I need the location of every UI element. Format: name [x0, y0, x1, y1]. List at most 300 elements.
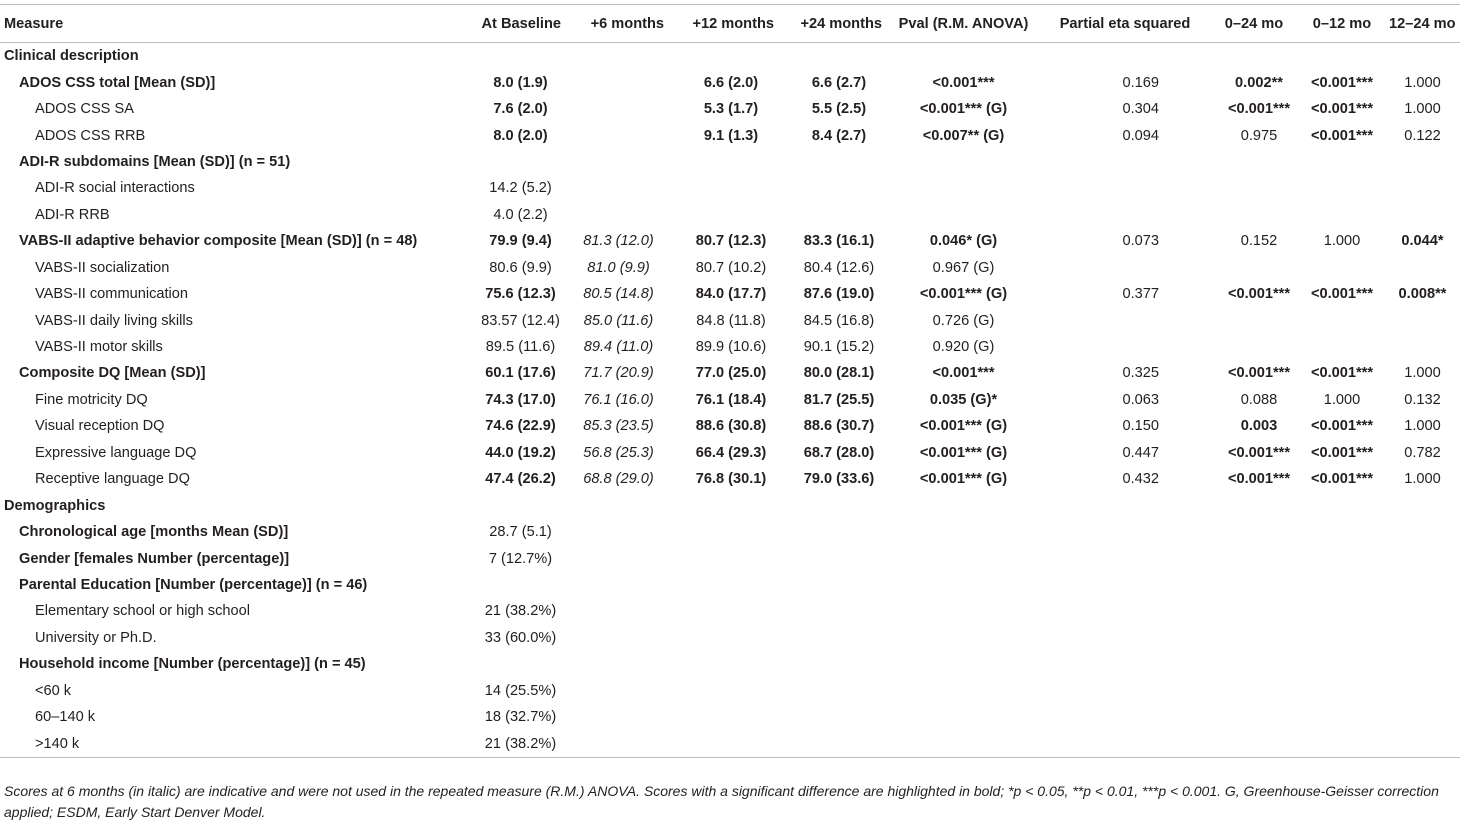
cell	[565, 492, 668, 518]
row-label: <60 k	[35, 682, 72, 699]
row-label: ADI-R social interactions	[35, 180, 195, 197]
row-label: >140 k	[0, 730, 460, 757]
cell	[1299, 307, 1385, 333]
row-label: VABS-II socialization	[35, 259, 170, 276]
cell	[668, 492, 778, 518]
cell: 90.1 (15.2)	[803, 339, 875, 356]
table-row	[0, 572, 1460, 598]
row-label: VABS-II motor skills	[35, 339, 163, 356]
table-row	[0, 202, 1460, 228]
cell	[668, 704, 778, 730]
cell: 1.000	[1323, 233, 1361, 250]
cell: <0.001***	[1227, 101, 1291, 118]
cell	[886, 519, 1041, 545]
cell: 81.7 (25.5)	[803, 391, 875, 408]
cell: 74.6 (22.9)	[485, 418, 556, 435]
cell	[1041, 651, 1209, 677]
cell	[778, 545, 886, 571]
cell: 0.073	[1122, 233, 1159, 250]
cell: 87.6 (19.0)	[803, 286, 875, 303]
cell: 84.0 (17.7)	[695, 286, 767, 303]
cell	[886, 545, 1041, 571]
table-row	[0, 96, 1460, 122]
header-eta: Partial eta squared	[1041, 5, 1209, 43]
cell	[1041, 545, 1209, 571]
cell	[886, 572, 1041, 598]
cell: 8.0 (2.0)	[493, 127, 548, 144]
cell: 81.3 (12.0)	[583, 233, 654, 250]
row-label: Parental Education [Number (percentage)] (n = 46)	[19, 576, 368, 593]
cell	[565, 572, 668, 598]
cell: 44.0 (19.2)	[485, 444, 556, 461]
table-row	[0, 122, 1460, 148]
cell	[1299, 678, 1385, 704]
cell	[668, 598, 778, 624]
cell	[668, 625, 778, 651]
cell	[1299, 730, 1385, 757]
cell	[778, 492, 886, 518]
cell	[886, 43, 1041, 70]
table-row	[0, 387, 1460, 413]
cell	[886, 598, 1041, 624]
cell	[565, 598, 668, 624]
cell: 0.003	[1240, 418, 1278, 435]
row-label: Demographics	[4, 497, 106, 514]
header-6-months: +6 months	[565, 5, 668, 43]
row-label: University or Ph.D.	[35, 629, 157, 646]
cell: <0.001***	[1227, 365, 1291, 382]
cell	[1209, 202, 1299, 228]
cell: 84.5 (16.8)	[803, 312, 875, 329]
cell: 84.8 (11.8)	[696, 312, 766, 329]
cell: 1.000	[1404, 471, 1441, 488]
cell	[668, 149, 778, 175]
cell: 28.7 (5.1)	[489, 524, 552, 541]
cell	[1041, 202, 1209, 228]
cell	[668, 730, 778, 757]
cell	[778, 175, 886, 201]
cell	[778, 704, 886, 730]
cell: 0.046* (G)	[929, 233, 998, 250]
cell	[886, 175, 1041, 201]
cell: <0.001***	[1310, 418, 1374, 435]
cell: <0.001***	[1227, 444, 1291, 461]
cell	[1209, 678, 1299, 704]
cell	[565, 96, 668, 122]
table-row	[0, 704, 1460, 730]
cell	[1209, 255, 1299, 281]
cell: 81.0 (9.9)	[587, 259, 650, 276]
header-12-24: 12–24 mo	[1385, 5, 1460, 43]
cell: 4.0 (2.2)	[493, 206, 548, 223]
cell: <0.001***	[1310, 127, 1374, 144]
cell: <0.001***	[1227, 471, 1291, 488]
cell	[1209, 598, 1299, 624]
cell: <0.001***	[1310, 471, 1374, 488]
cell: 0.377	[1122, 286, 1159, 303]
cell: 0.122	[1404, 127, 1441, 144]
cell	[778, 149, 886, 175]
cell	[1041, 519, 1209, 545]
row-label: VABS-II communication	[35, 286, 189, 303]
header-0-12: 0–12 mo	[1299, 5, 1385, 43]
cell	[1041, 307, 1209, 333]
cell	[1041, 149, 1209, 175]
table-row	[0, 334, 1460, 360]
cell: 21 (38.2%)	[460, 730, 565, 757]
cell: 47.4 (26.2)	[485, 471, 556, 488]
cell: 1.000	[1404, 74, 1441, 91]
cell	[1385, 202, 1460, 228]
header-24-months: +24 months	[778, 5, 886, 43]
row-label: Gender [females Number (percentage)]	[19, 550, 290, 567]
cell	[1385, 307, 1460, 333]
table-row	[0, 175, 1460, 201]
table-row	[0, 255, 1460, 281]
row-label: Clinical description	[4, 48, 139, 65]
cell	[668, 572, 778, 598]
cell: <0.001*** (G)	[919, 286, 1008, 303]
cell	[1041, 704, 1209, 730]
cell	[886, 202, 1041, 228]
table-row	[0, 43, 1460, 70]
cell	[1209, 492, 1299, 518]
cell: 89.4 (11.0)	[583, 339, 654, 356]
cell: <0.001***	[1310, 444, 1374, 461]
cell: 0.975	[1240, 127, 1278, 144]
cell: 7 (12.7%)	[488, 550, 553, 567]
header-12-months: +12 months	[668, 5, 778, 43]
cell	[460, 43, 565, 70]
cell	[1385, 492, 1460, 518]
row-label: Household income [Number (percentage)] (n = 45)	[19, 656, 366, 673]
table-row	[0, 730, 1460, 757]
row-label: ADOS CSS SA	[35, 101, 134, 118]
table-row	[0, 598, 1460, 624]
cell	[1209, 175, 1299, 201]
row-label: Elementary school or high school	[35, 603, 250, 620]
cell: 0.304	[1122, 101, 1159, 118]
cell: 80.4 (12.6)	[803, 259, 875, 276]
cell	[460, 492, 565, 518]
cell: 80.7 (10.2)	[695, 259, 767, 276]
cell: 66.4 (29.3)	[695, 444, 767, 461]
cell	[1299, 545, 1385, 571]
cell: 0.063	[1122, 391, 1159, 408]
cell	[778, 43, 886, 70]
cell	[1041, 730, 1209, 757]
cell	[668, 678, 778, 704]
cell	[565, 545, 668, 571]
table-row	[0, 625, 1460, 651]
cell	[1385, 545, 1460, 571]
cell: <0.001***	[932, 365, 995, 382]
cell	[565, 704, 668, 730]
cell: 0.726 (G)	[932, 312, 995, 329]
row-label: ADOS CSS RRB	[35, 127, 146, 144]
cell	[565, 202, 668, 228]
row-label: Chronological age [months Mean (SD)]	[19, 524, 289, 541]
cell: 80.0 (28.1)	[803, 365, 875, 382]
cell: 80.5 (14.8)	[583, 286, 654, 303]
cell	[565, 122, 668, 148]
cell: 88.6 (30.7)	[803, 418, 875, 435]
row-label: Composite DQ [Mean (SD)]	[19, 365, 206, 382]
table-body	[0, 43, 1460, 758]
cell: 0.094	[1122, 127, 1159, 144]
cell	[1385, 255, 1460, 281]
cell: <0.001*** (G)	[919, 418, 1008, 435]
cell: 6.6 (2.0)	[703, 74, 759, 91]
cell	[1209, 307, 1299, 333]
cell: 68.7 (28.0)	[803, 444, 875, 461]
cell	[1385, 730, 1460, 757]
header-row	[0, 5, 1460, 43]
cell	[886, 149, 1041, 175]
cell	[1299, 651, 1385, 677]
cell	[886, 651, 1041, 677]
cell	[1299, 175, 1385, 201]
cell	[1385, 149, 1460, 175]
cell	[1209, 334, 1299, 360]
table-row	[0, 360, 1460, 386]
cell: 14.2 (5.2)	[489, 180, 552, 197]
cell	[460, 572, 565, 598]
cell	[668, 175, 778, 201]
cell	[886, 678, 1041, 704]
cell: <0.001***	[1227, 286, 1291, 303]
cell	[1041, 175, 1209, 201]
row-label: Receptive language DQ	[35, 471, 190, 488]
cell: <0.001***	[1310, 286, 1374, 303]
cell: 8.4 (2.7)	[811, 127, 867, 144]
cell: 71.7 (20.9)	[583, 365, 654, 382]
table-row	[0, 149, 1460, 175]
row-label: VABS-II adaptive behavior composite [Mean (SD)] (n = 48)	[19, 233, 418, 250]
results-table	[0, 4, 1460, 758]
cell: 60.1 (17.6)	[485, 365, 556, 382]
cell	[1041, 678, 1209, 704]
cell	[1385, 598, 1460, 624]
cell	[565, 149, 668, 175]
cell: 5.3 (1.7)	[703, 101, 759, 118]
cell: 0.920 (G)	[932, 339, 995, 356]
row-label: Visual reception DQ	[35, 418, 165, 435]
cell	[1041, 598, 1209, 624]
table-row	[0, 413, 1460, 439]
table-row	[0, 440, 1460, 466]
cell	[1209, 730, 1299, 757]
cell: <0.001*** (G)	[919, 471, 1008, 488]
cell	[1385, 651, 1460, 677]
cell	[778, 519, 886, 545]
cell	[1209, 545, 1299, 571]
cell	[886, 492, 1041, 518]
cell: 0.008**	[1398, 286, 1447, 303]
cell	[1041, 43, 1209, 70]
cell: 85.3 (23.5)	[583, 418, 654, 435]
cell	[1209, 149, 1299, 175]
cell	[778, 598, 886, 624]
cell: 88.6 (30.8)	[695, 418, 767, 435]
row-label: ADI-R subdomains [Mean (SD)] (n = 51)	[19, 153, 291, 170]
cell: 7.6 (2.0)	[493, 101, 548, 118]
cell: <0.001***	[1310, 101, 1374, 118]
cell	[1209, 625, 1299, 651]
cell: <0.001***	[1310, 74, 1374, 91]
cell: 77.0 (25.0)	[695, 365, 767, 382]
cell: 80.6 (9.9)	[489, 259, 552, 276]
cell: 1.000	[1404, 418, 1441, 435]
cell	[565, 519, 668, 545]
cell	[1299, 572, 1385, 598]
cell	[778, 651, 886, 677]
cell	[1385, 43, 1460, 70]
cell	[1385, 175, 1460, 201]
cell: 89.5 (11.6)	[485, 339, 556, 356]
cell	[1385, 625, 1460, 651]
row-label: ADI-R RRB	[35, 206, 110, 223]
cell: 0.044*	[1401, 233, 1444, 250]
cell: 0.132	[1404, 391, 1441, 408]
cell	[565, 651, 668, 677]
row-label: Expressive language DQ	[35, 444, 197, 461]
cell: 14 (25.5%)	[484, 682, 557, 699]
cell	[668, 43, 778, 70]
table-row	[0, 466, 1460, 492]
cell	[778, 202, 886, 228]
cell: 0.325	[1122, 365, 1159, 382]
cell	[1299, 519, 1385, 545]
cell	[565, 678, 668, 704]
header-pval: Pval (R.M. ANOVA)	[886, 5, 1041, 43]
cell	[1385, 334, 1460, 360]
cell: 68.8 (29.0)	[583, 471, 654, 488]
cell: 0.002**	[1235, 74, 1283, 91]
cell	[1041, 625, 1209, 651]
cell	[668, 651, 778, 677]
cell: 75.6 (12.3)	[485, 286, 556, 303]
cell	[565, 175, 668, 201]
cell: 0.782	[1404, 444, 1441, 461]
cell: 5.5 (2.5)	[811, 101, 867, 118]
cell	[460, 149, 565, 175]
cell	[1299, 149, 1385, 175]
cell	[1209, 572, 1299, 598]
cell: 89.9 (10.6)	[695, 339, 767, 356]
cell	[778, 730, 886, 757]
cell: 0.088	[1240, 391, 1278, 408]
cell	[668, 202, 778, 228]
cell: 18 (32.7%)	[484, 709, 557, 726]
cell: 80.7 (12.3)	[695, 233, 767, 250]
cell	[778, 678, 886, 704]
table-row	[0, 492, 1460, 518]
cell: <0.001*** (G)	[919, 444, 1008, 461]
table-row	[0, 651, 1460, 677]
cell	[668, 519, 778, 545]
cell: 56.8 (25.3)	[583, 444, 654, 461]
cell: <0.001***	[1310, 365, 1374, 382]
cell	[1209, 651, 1299, 677]
cell: 76.1 (16.0)	[583, 391, 654, 408]
cell	[1299, 704, 1385, 730]
cell	[1041, 572, 1209, 598]
cell	[886, 730, 1041, 757]
cell: 9.1 (1.3)	[703, 127, 759, 144]
cell: <0.001*** (G)	[919, 101, 1008, 118]
cell	[1041, 255, 1209, 281]
cell	[1299, 492, 1385, 518]
table-footnote: Scores at 6 months (in italic) are indicative and were not used in the repeated measure (R.M.) ANOVA. Scores with a significant difference are highlighted in bold; *p < 0.05, **p < 0.01, ***p < 0.001. G, Greenhouse-Geisser correction applied; ESDM, Early Start Denver Model.	[4, 783, 1439, 820]
cell: 83.3 (16.1)	[803, 233, 875, 250]
row-label: VABS-II daily living skills	[35, 312, 193, 329]
cell	[668, 545, 778, 571]
header-0-24: 0–24 mo	[1209, 5, 1299, 43]
cell: 0.035 (G)*	[929, 391, 998, 408]
header-baseline: At Baseline	[460, 5, 565, 43]
cell: 0.150	[1122, 418, 1159, 435]
cell: 0.432	[1122, 471, 1159, 488]
cell: 0.447	[1122, 444, 1159, 461]
cell: 0.967 (G)	[932, 259, 995, 276]
cell	[1209, 519, 1299, 545]
cell: 76.1 (18.4)	[695, 391, 767, 408]
cell: 1.000	[1404, 101, 1441, 118]
cell: <0.007** (G)	[922, 127, 1005, 144]
cell	[1299, 43, 1385, 70]
cell	[1385, 519, 1460, 545]
cell: 76.8 (30.1)	[695, 471, 767, 488]
table-row	[0, 545, 1460, 571]
cell: 74.3 (17.0)	[485, 391, 556, 408]
header-measure: Measure	[0, 5, 460, 43]
cell	[1385, 678, 1460, 704]
table-row	[0, 228, 1460, 254]
table-row	[0, 69, 1460, 95]
cell	[1209, 704, 1299, 730]
cell	[1299, 598, 1385, 624]
cell	[886, 625, 1041, 651]
cell	[565, 625, 668, 651]
cell: 8.0 (1.9)	[493, 74, 548, 91]
cell	[778, 572, 886, 598]
cell	[460, 651, 565, 677]
cell: 83.57 (12.4)	[481, 312, 560, 329]
cell: 1.000	[1323, 391, 1361, 408]
cell	[1385, 572, 1460, 598]
cell: 85.0 (11.6)	[583, 312, 654, 329]
cell	[778, 625, 886, 651]
cell: 1.000	[1404, 365, 1441, 382]
cell	[1299, 334, 1385, 360]
cell	[886, 704, 1041, 730]
cell	[565, 730, 668, 757]
cell	[1299, 202, 1385, 228]
cell	[1299, 255, 1385, 281]
cell: <0.001***	[932, 74, 995, 91]
cell: 0.152	[1240, 233, 1278, 250]
cell	[565, 43, 668, 70]
table-row	[0, 281, 1460, 307]
cell	[1209, 43, 1299, 70]
cell	[1041, 334, 1209, 360]
cell	[565, 69, 668, 95]
table-row	[0, 678, 1460, 704]
cell	[1385, 704, 1460, 730]
cell: 0.169	[1122, 74, 1159, 91]
row-label: ADOS CSS total [Mean (SD)]	[19, 74, 216, 91]
